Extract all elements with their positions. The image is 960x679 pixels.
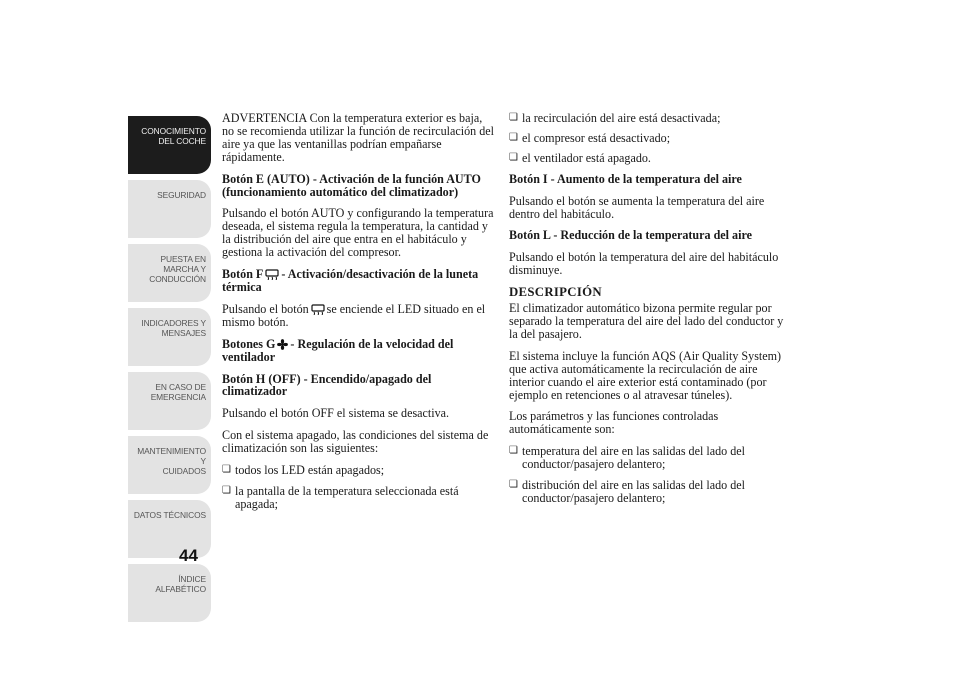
fan-icon xyxy=(277,339,288,350)
button-h-text-2: Con el sistema apagado, las condiciones del sistema de climatización son las siguientes: xyxy=(222,428,489,456)
chapter-tab-label: INDICADORES Y xyxy=(141,318,206,328)
button-h-heading: Botón H (OFF) - Encendido/apagado del climatizador xyxy=(222,371,432,399)
chapter-tab[interactable] xyxy=(128,308,211,366)
chapter-tab-label: CONDUCCIÓN xyxy=(149,274,206,284)
button-e-heading: Botón E (AUTO) - Activación de la función AUTO (funcionamiento automático del climatizador) xyxy=(222,171,481,199)
button-g-heading: Botones G - Regulación de la velocidad del ventilador xyxy=(222,336,454,364)
button-h-text-1: Pulsando el botón OFF el sistema se desactiva. xyxy=(222,406,450,421)
chapter-sidebar xyxy=(128,116,211,628)
chapter-tab-label: PUESTA EN xyxy=(160,254,206,264)
description-text-2: El sistema incluye la función AQS (Air Quality System) que activa automáticamente la recirculación de aire interior cuando el aire exterior está contaminado (por ejemplo en retenciones o al atravesar túneles). xyxy=(509,348,782,402)
right-column xyxy=(509,112,784,513)
list-item: ❏ la pantalla de la temperatura seleccionada está apagada; xyxy=(222,485,494,511)
list-item: ❏ distribución del aire en las salidas del lado del conductor/pasajero delantero; xyxy=(509,479,784,505)
button-f-text: Pulsando el botón se enciende el LED situado en el mismo botón. xyxy=(222,301,486,329)
chapter-tab[interactable] xyxy=(128,244,211,302)
description-text-3: Los parámetros y las funciones controladas automáticamente son: xyxy=(509,409,719,437)
rear-defrost-icon xyxy=(265,269,279,280)
warning-text: ADVERTENCIA Con la temperatura exterior es baja, no se recomienda utilizar la función de recirculación del aire ya que las ventanillas podrían empañarse rápidamente. xyxy=(222,111,494,164)
button-i-text: Pulsando el botón se aumenta la temperatura del aire dentro del habitáculo. xyxy=(509,193,765,221)
chapter-tab-label: MANTENIMIENTO Y xyxy=(137,446,206,466)
description-text-1: El climatizador automático bizona permite regular por separado la temperatura del aire del lado del conductor y la del pasajero. xyxy=(509,301,784,341)
page-number: 44 xyxy=(179,546,198,565)
chapter-tab[interactable] xyxy=(128,116,211,174)
chapter-tab[interactable] xyxy=(128,436,211,494)
list-item: ❏ el ventilador está apagado. xyxy=(509,152,784,165)
button-i-heading: Botón I - Aumento de la temperatura del aire xyxy=(509,171,742,186)
chapter-tab-label: EMERGENCIA xyxy=(150,392,206,402)
chapter-tab-label: EN CASO DE xyxy=(155,382,206,392)
chapter-tab-label: CUIDADOS xyxy=(162,466,206,476)
list-item: ❏ el compresor está desactivado; xyxy=(509,132,784,145)
chapter-tab[interactable] xyxy=(128,564,211,622)
list-item: ❏ todos los LED están apagados; xyxy=(222,464,494,477)
list-item: ❏ la recirculación del aire está desactivada; xyxy=(509,112,784,125)
button-f-heading: Botón F - Activación/desactivación de la luneta térmica xyxy=(222,267,479,294)
description-heading: DESCRIPCIÓN xyxy=(509,285,602,300)
rear-defrost-icon xyxy=(311,304,325,315)
chapter-tab-label: CONOCIMIENTO xyxy=(141,126,206,136)
button-e-text: Pulsando el botón AUTO y configurando la temperatura deseada, el sistema regula la temperatura, la cantidad y la distribución del aire que entra en el habitáculo y gestiona la activación del compresor. xyxy=(222,206,494,260)
chapter-tab-label: SEGURIDAD xyxy=(157,190,206,200)
chapter-tab-label: MENSAJES xyxy=(161,328,206,338)
button-l-text: Pulsando el botón la temperatura del aire del habitáculo disminuye. xyxy=(509,250,779,278)
left-column xyxy=(222,112,494,519)
chapter-tab[interactable] xyxy=(128,372,211,430)
list-item: ❏ temperatura del aire en las salidas del lado del conductor/pasajero delantero; xyxy=(509,445,784,471)
chapter-tab[interactable] xyxy=(128,180,211,238)
chapter-tab-label: ALFABÉTICO xyxy=(155,584,206,594)
chapter-tab-label: ÍNDICE xyxy=(178,574,206,584)
chapter-tab[interactable] xyxy=(128,500,211,558)
chapter-tab-label: DATOS TÉCNICOS xyxy=(133,510,206,520)
chapter-tab-label: MARCHA Y xyxy=(163,264,206,274)
chapter-tab-label: DEL COCHE xyxy=(158,136,206,146)
button-l-heading: Botón L - Reducción de la temperatura del aire xyxy=(509,228,752,243)
